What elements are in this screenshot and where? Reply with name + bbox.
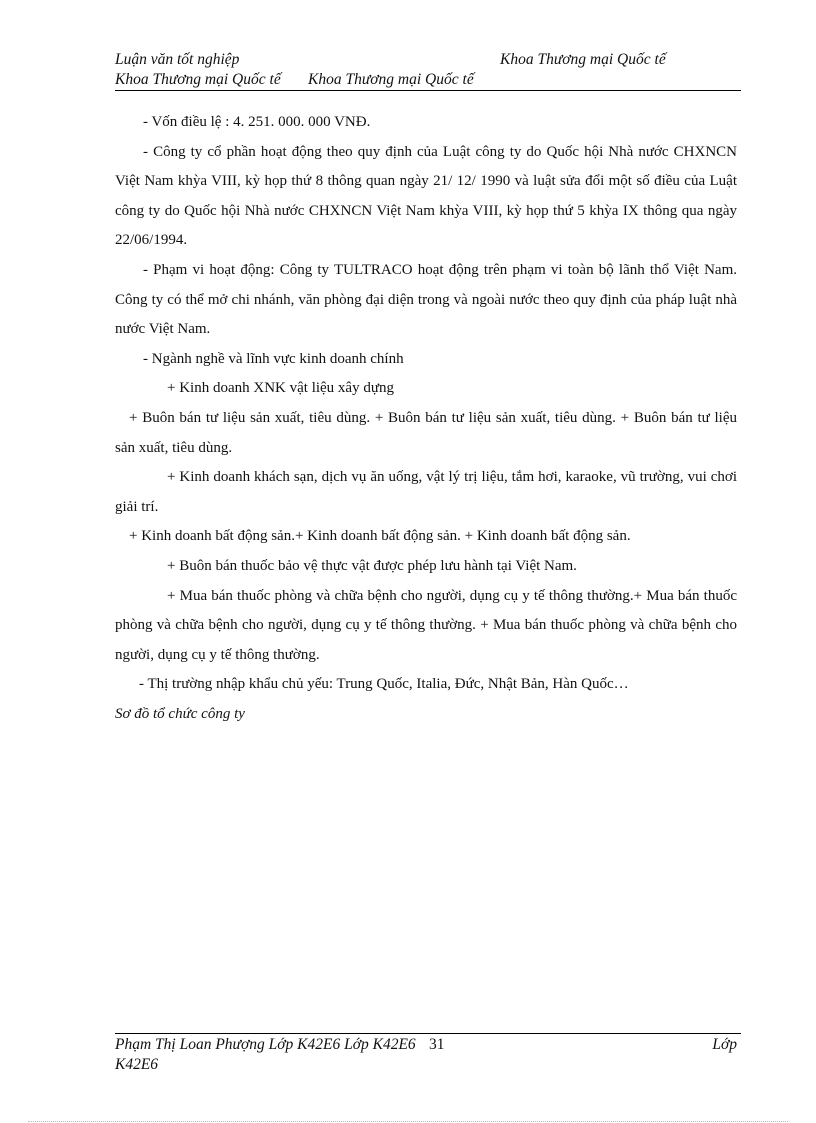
- document-body: [115, 108, 737, 729]
- paragraph-import-markets: - Thị trường nhập khẩu chủ yếu: Trung Quốc, Italia, Đức, Nhật Bản, Hàn Quốc…: [139, 676, 629, 693]
- list-item-pesticides: + Buôn bán thuốc bảo vệ thực vật được phép lưu hành tại Việt Nam.: [167, 557, 577, 574]
- list-item-trading-goods: + Buôn bán tư liệu sản xuất, tiêu dùng. + Buôn bán tư liệu sản xuất, tiêu dùng. + Buôn bán tư liệu sản xuất, tiêu dùng.: [115, 409, 737, 456]
- header-left-title: Luận văn tốt nghiệp: [115, 51, 240, 68]
- header-divider: [115, 90, 741, 91]
- footer-class-code: K42E6: [115, 1056, 159, 1073]
- paragraph-business-lines: - Ngành nghề và lĩnh vực kinh doanh chính: [143, 350, 404, 367]
- paragraph-scope: - Phạm vi hoạt động: Công ty TULTRACO hoạt động trên phạm vi toàn bộ lãnh thổ Việt Nam. Công ty có thể mở chi nhánh, văn phòng đại diện trong và ngoài nước theo quy định của pháp luật nhà nước Việt Nam.: [115, 261, 737, 338]
- footer-right-label: Lớp: [712, 1036, 737, 1053]
- list-item-medicine: + Mua bán thuốc phòng và chữa bệnh cho người, dụng cụ y tế thông thường.+ Mua bán thuốc phòng và chữa bệnh cho người, dụng cụ y tế thông thường. + Mua bán thuốc phòng và chữa bệnh cho người, dụng cụ y tế thông thường.: [115, 587, 737, 663]
- header-right-title: Khoa Thương mại Quốc tế: [500, 51, 666, 68]
- header-subline-a: Khoa Thương mại Quốc tế: [115, 71, 281, 88]
- footer-divider: [115, 1033, 741, 1034]
- paragraph-charter-capital: - Vốn điều lệ : 4. 251. 000. 000 VNĐ.: [143, 114, 371, 130]
- paragraph-legal-basis: - Công ty cổ phần hoạt động theo quy định của Luật công ty do Quốc hội Nhà nước CHXNCN Việt Nam khỳa VIII, kỳ họp thứ 8 thông quan ngày 21/ 12/ 1990 và luật sửa đổi một số điều của Luật công ty do Quốc hội Nhà nước CHXNCN Việt Nam khỳa VIII, kỳ họp thứ 5 khỳa IX thông qua ngày 22/06/1994.: [115, 143, 737, 249]
- header-subline-b: Khoa Thương mại Quốc tế: [308, 71, 474, 88]
- footer-author-class: Phạm Thị Loan Phượng Lớp K42E6 Lớp K42E6: [115, 1036, 416, 1053]
- list-item-hospitality: + Kinh doanh khách sạn, dịch vụ ăn uống, vật lý trị liệu, tắm hơi, karaoke, vũ trường, vui chơi giải trí.: [115, 469, 737, 515]
- page-number: 31: [429, 1036, 445, 1053]
- section-heading-org-chart: Sơ đồ tổ chức công ty: [115, 705, 245, 722]
- footer: [115, 1035, 737, 1075]
- list-item-import-export: + Kinh doanh XNK vật liệu xây dựng: [167, 380, 394, 397]
- page-bottom-border: [28, 1121, 788, 1122]
- list-item-real-estate: + Kinh doanh bất động sản.+ Kinh doanh bất động sản. + Kinh doanh bất động sản.: [129, 528, 631, 545]
